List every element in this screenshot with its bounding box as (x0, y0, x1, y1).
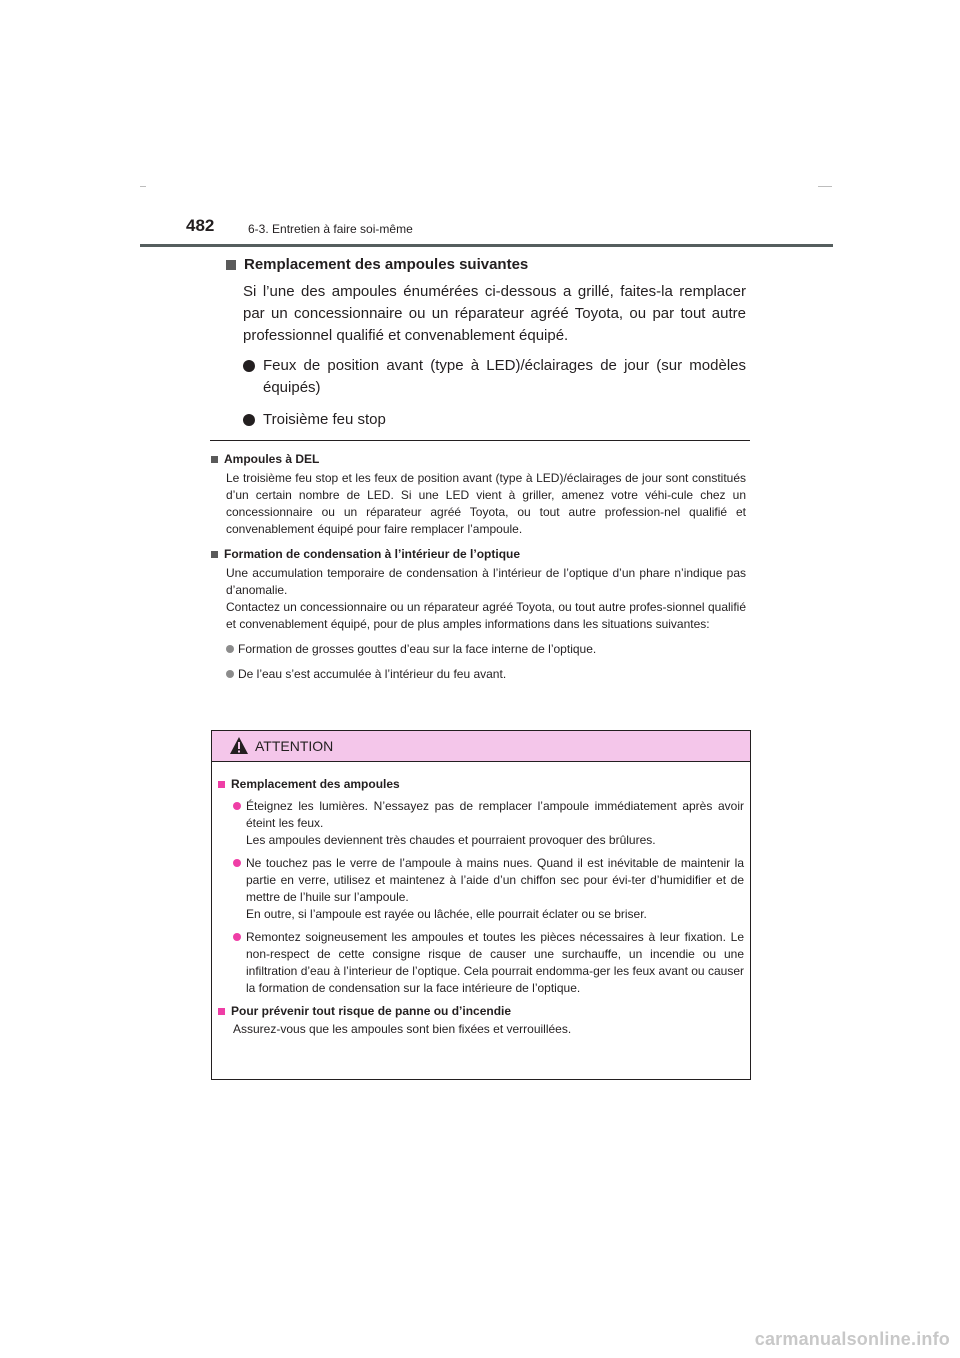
warning-section-heading: Pour prévenir tout risque de panne ou d’incendie (218, 1003, 744, 1019)
warning-section-heading: Remplacement des ampoules (218, 776, 744, 792)
page-number: 482 (186, 216, 215, 235)
notes-section (211, 451, 746, 691)
warning-section (218, 776, 744, 997)
note-heading: Formation de condensation à l’intérieur de l’optique (211, 546, 746, 562)
note-heading: Ampoules à DEL (211, 451, 746, 467)
warning-header (212, 731, 750, 762)
circle-bullet-icon (243, 360, 255, 372)
list-item: Formation de grosses gouttes d’eau sur la face interne de l’optique. (226, 641, 746, 658)
main-section (226, 255, 746, 441)
circle-bullet-icon (233, 933, 241, 941)
warning-section-text: Assurez-vous que les ampoules sont bien fixées et verrouillées. (233, 1022, 572, 1036)
warning-box (211, 730, 751, 1080)
warning-title: ATTENTION (255, 738, 334, 754)
watermark: carmanualsonline.info (754, 1329, 950, 1349)
circle-bullet-icon (226, 670, 234, 678)
circle-bullet-icon (226, 645, 234, 653)
header-rule (140, 244, 833, 247)
note-body: Une accumulation temporaire de condensation à l’intérieur de l’optique d’un phare n’indique pas d’anomalie. Contactez un concessionnaire ou un réparateur agréé Toyota, ou tout autre profes-sionnel qualifié et convenablement équipé, pour de plus amples informations dans les situations suivantes: (226, 566, 746, 631)
note-body: Le troisième feu stop et les feux de position avant (type à LED)/éclairages de jour sont constitués d’un certain nombre de LED. Si une LED vient à griller, amenez votre véhi-cule chez un concessionnaire ou un réparateur agréé Toyota, ou tout autre profession-nel qualifié et convenablement équipé pour faire remplacer l’ampoule. (226, 471, 746, 536)
warning-triangle-icon (229, 736, 249, 755)
circle-bullet-icon (233, 859, 241, 867)
crop-mark-left (140, 186, 146, 187)
warning-section (218, 1003, 744, 1038)
main-bullet-list (243, 355, 746, 431)
list-item: Troisième feu stop (243, 409, 746, 431)
main-heading-text: Remplacement des ampoules suivantes (244, 256, 529, 273)
list-item: De l’eau s’est accumulée à l’intérieur du feu avant. (226, 666, 746, 683)
square-bullet-icon (226, 260, 236, 270)
circle-bullet-icon (233, 802, 241, 810)
list-item: Feux de position avant (type à LED)/éclairages de jour (sur modèles équipés) (243, 355, 746, 399)
crop-mark-right (818, 186, 832, 187)
main-heading (226, 255, 746, 275)
square-bullet-icon (218, 1008, 225, 1015)
square-bullet-icon (218, 781, 225, 788)
circle-bullet-icon (243, 414, 255, 426)
square-bullet-icon (211, 551, 218, 558)
note-led (211, 451, 746, 538)
note-condensation (211, 546, 746, 683)
square-bullet-icon (211, 456, 218, 463)
notes-divider (210, 440, 750, 441)
list-item: Éteignez les lumières. N’essayez pas de remplacer l’ampoule immédiatement après avoir éteint les feux. Les ampoules deviennent très chaudes et pourraient provoquer des brûlures. (233, 798, 744, 849)
main-body: Si l’une des ampoules énumérées ci-dessous a grillé, faites-la remplacer par un concessionnaire ou un réparateur agréé Toyota, ou par tout autre professionnel qualifié et convenablement équipé. (243, 283, 746, 344)
warning-body (212, 762, 750, 1038)
list-item: Remontez soigneusement les ampoules et toutes les pièces nécessaires à leur fixation. Le non-respect de cette consigne risque de causer une surchauffe, un incendie ou une infiltration d’eau à l’interieur de l’optique. Cela pourrait endomma-ger les feux avant ou causer la formation de condensation sur la face intérieure de l’optique. (233, 929, 744, 997)
section-label: 6-3. Entretien à faire soi-même (248, 222, 413, 236)
list-item: Ne touchez pas le verre de l’ampoule à mains nues. Quand il est inévitable de maintenir la partie en verre, utilisez et maintenez à l’aide d’un chiffon sec pour évi-ter d’humidifier et de mettre de l’huile sur l’ampoule. En outre, si l’ampoule est rayée ou lâchée, elle pourrait éclater ou se briser. (233, 855, 744, 923)
